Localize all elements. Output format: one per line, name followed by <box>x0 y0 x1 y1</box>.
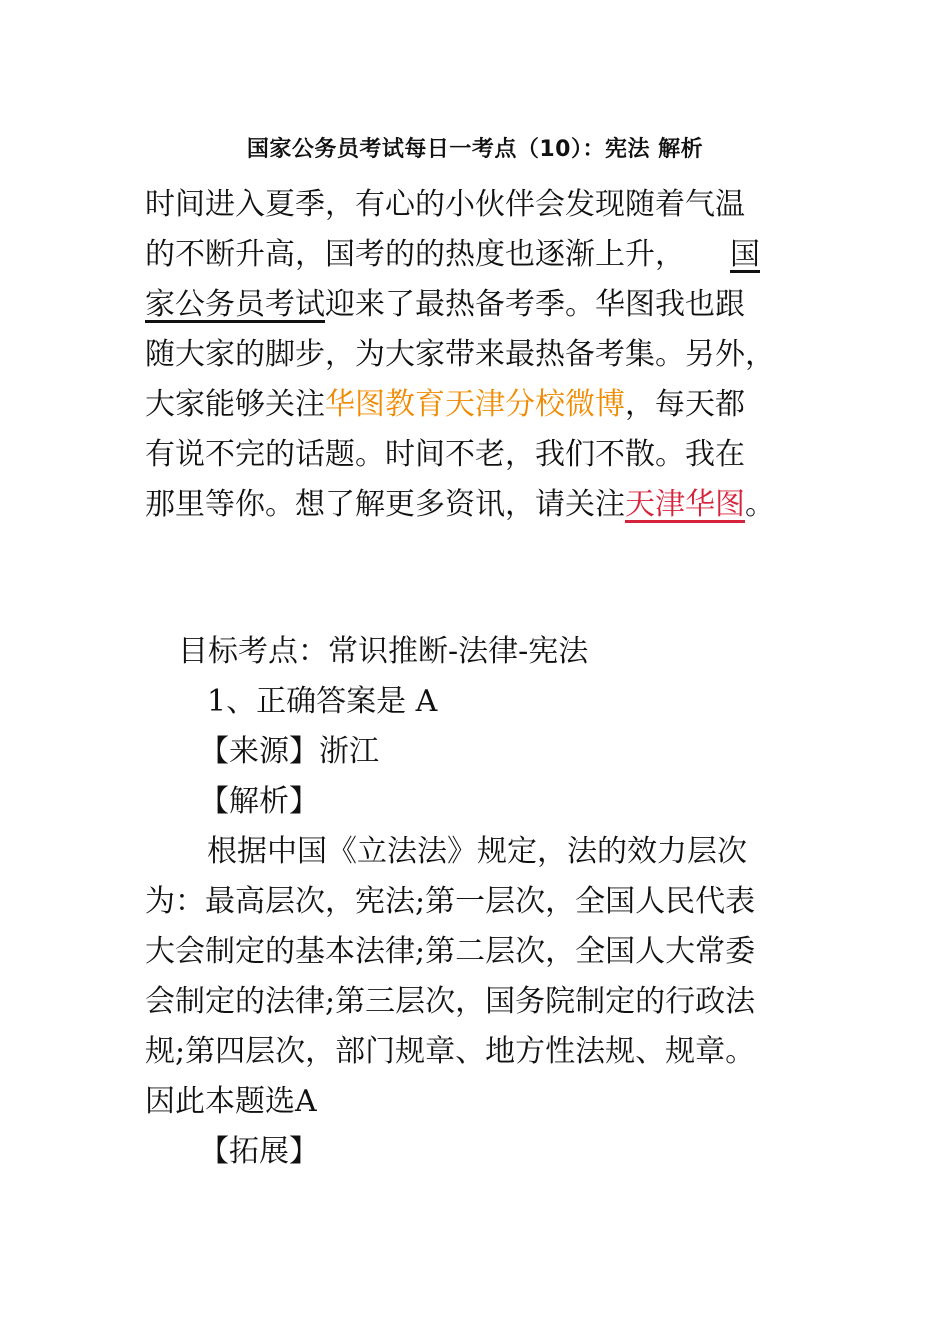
analysis-line: 规;第四层次，部门规章、地方性法规、规章。 <box>145 1034 756 1069</box>
weibo-link[interactable]: 华图教育天津分校微博 <box>325 387 625 422</box>
intro-line <box>145 430 790 480</box>
intro-text: ，每天都 <box>625 387 745 422</box>
intro-text: 。 <box>745 487 775 522</box>
intro-text: 随大家的脚步，为大家带来最热备考集。另外， <box>145 337 775 372</box>
extension-heading: 【拓展】 <box>199 1134 319 1169</box>
intro-text: 迎来了最热备考季。华图我也跟 <box>325 287 745 322</box>
intro-text: 有说不完的话题。时间不老，我们不散。我在 <box>145 437 745 472</box>
civil-service-exam-link[interactable]: 家公务员考试 <box>145 287 325 322</box>
intro-paragraph <box>145 180 790 530</box>
analysis-line: 大会制定的基本法律;第二层次，全国人大常委 <box>145 934 756 969</box>
intro-line <box>145 380 790 430</box>
intro-text: 大家能够关注 <box>145 387 325 422</box>
intro-text: 时间进入夏季，有心的小伙伴会发现随着气温 <box>145 187 745 222</box>
intro-line <box>145 180 790 230</box>
intro-line <box>145 330 790 380</box>
question-source: 【来源】浙江 <box>199 734 379 769</box>
target-point: 目标考点：常识推断-法律-宪法 <box>178 634 589 669</box>
intro-line <box>145 280 790 330</box>
intro-line <box>145 230 790 280</box>
analysis-line: 因此本题选A <box>145 1084 317 1119</box>
civil-service-exam-link[interactable]: 国 <box>730 237 760 272</box>
analysis-line: 会制定的法律;第三层次，国务院制定的行政法 <box>145 984 756 1019</box>
intro-text: 那里等你。想了解更多资讯，请关注 <box>145 487 625 522</box>
correct-answer: 1、正确答案是 A <box>207 684 438 719</box>
analysis-line: 根据中国《立法法》规定，法的效力层次 <box>207 834 747 869</box>
answer-section <box>145 627 805 1177</box>
analysis-line: 为：最高层次，宪法;第一层次，全国人民代表 <box>145 884 756 919</box>
intro-line <box>145 480 790 530</box>
tianjin-huatu-link[interactable]: 天津华图 <box>625 487 745 522</box>
intro-text: 的不断升高，国考的的热度也逐渐上升， <box>145 237 685 272</box>
analysis-heading: 【解析】 <box>199 784 319 819</box>
document-title: 国家公务员考试每日一考点（10）：宪法 解析 <box>246 137 704 162</box>
